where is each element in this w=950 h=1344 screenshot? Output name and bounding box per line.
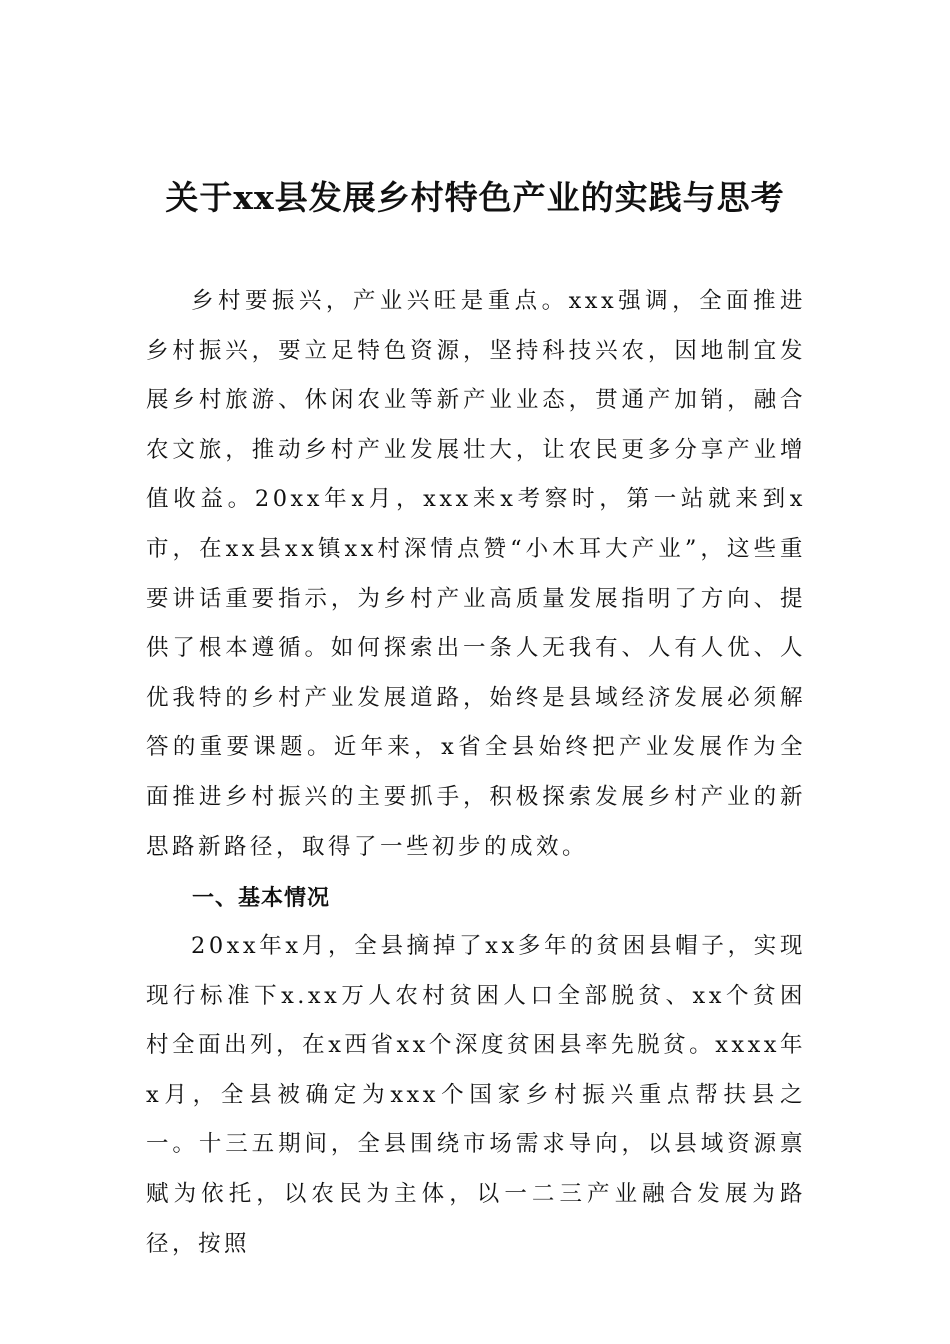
document-title: 关于xx县发展乡村特色产业的实践与思考 — [165, 178, 785, 217]
section-heading-basic-situation: 一、基本情况 — [192, 886, 331, 911]
intro-paragraph: 乡村要振兴，产业兴旺是重点。xxx强调，全面推进乡村振兴，要立足特色资源，坚持科技兴农，因地制宜发展乡村旅游、休闲农业等新产业业态，贯通产加销，融合农文旅，推动乡村产业发展壮大，让农民更多分享产业增值收益。20xx年x月，xxx来x考察时，第一站就来到x市，在xx县xx镇xx村深情点赞“小木耳大产业”，这些重要讲话重要指示，为乡村产业高质量发展指明了方向、提供了根本遵循。如何探索出一条人无我有、人有人优、人优我特的乡村产业发展道路，始终是县域经济发展必须解答的重要课题。近年来，x省全县始终把产业发展作为全面推进乡村振兴的主要抓手，积极探索发展乡村产业的新思路新路径，取得了一些初步的成效。 — [146, 288, 806, 860]
basic-situation-paragraph: 20xx年x月，全县摘掉了xx多年的贫困县帽子，实现现行标准下x.xx万人农村贫困人口全部脱贫、xx个贫困村全面出列，在x西省xx个深度贫困县率先脱贫。xxxx年x月，全县被确定为xxx个国家乡村振兴重点帮扶县之一。十三五期间，全县围绕市场需求导向，以县域资源禀赋为依托，以农民为主体，以一二三产业融合发展为路径，按照 — [146, 933, 806, 1257]
